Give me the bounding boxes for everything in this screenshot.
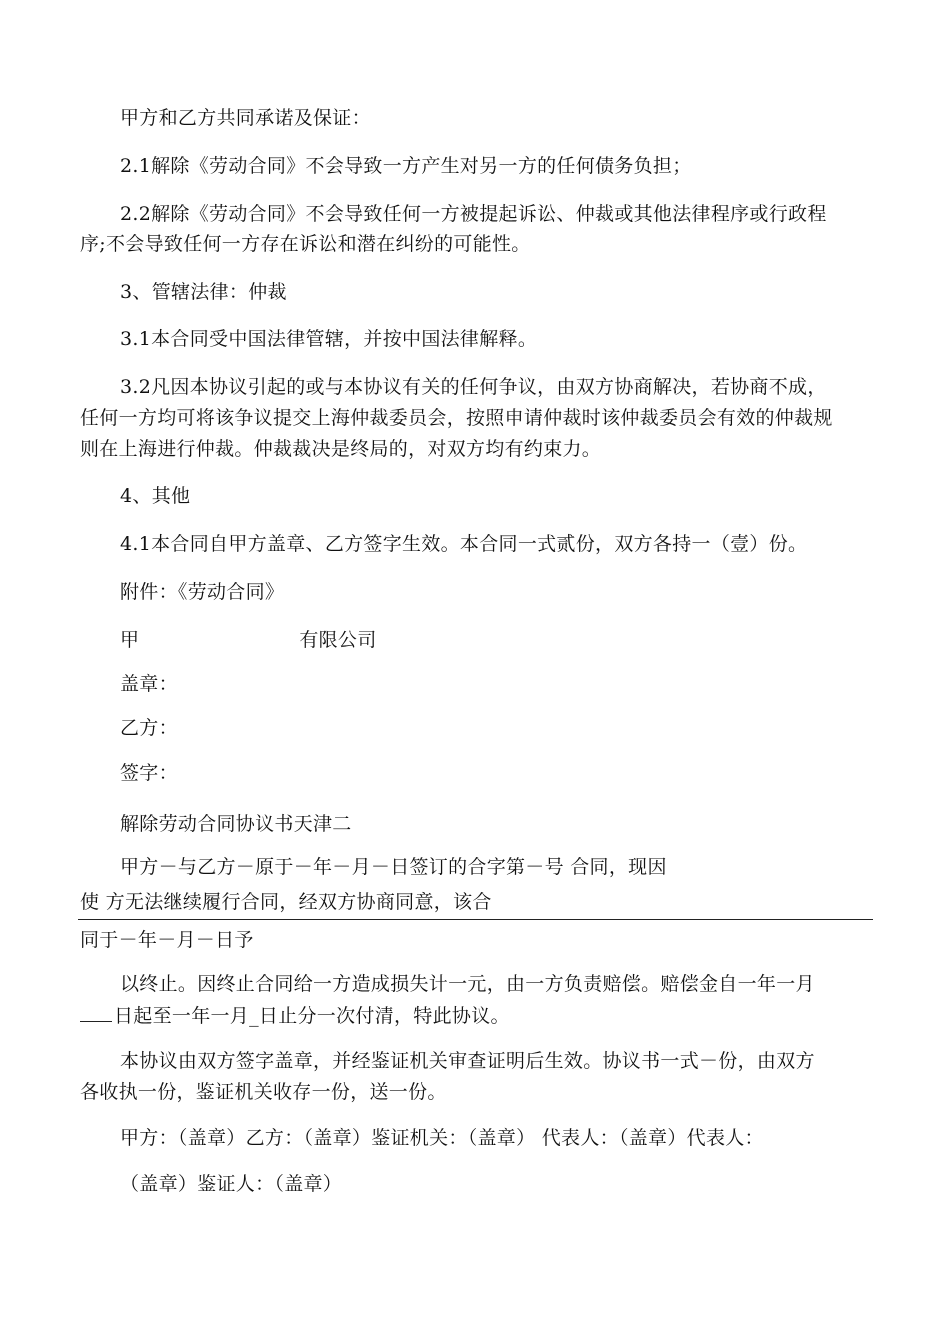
agreement-para1-line3: 同于－年－月－日予 [80, 929, 254, 951]
signatories-line: 甲方：（盖章）乙方：（盖章）鉴证机关：（盖章） 代表人：（盖章）代表人： [120, 1127, 764, 1149]
fill-in-blank [80, 1001, 112, 1022]
signature-line: 签字： [120, 762, 178, 784]
clause-4-1: 4.1本合同自甲方盖章、乙方签字生效。本合同一式贰份，双方各持一（壹）份。 [120, 533, 808, 555]
attachment-line: 附件：《劳动合同》 [120, 581, 285, 603]
party-b-line: 乙方： [120, 717, 178, 739]
clause-2-1: 2.1解除《劳动合同》不会导致一方产生对另一方的任何债务负担； [120, 155, 692, 177]
clause-3-2-line3: 则在上海进行仲裁。仲裁裁决是终局的，对双方均有约束力。 [80, 438, 602, 460]
effect-line2: 各收执一份，鉴证机关收存一份，送一份。 [80, 1081, 447, 1103]
clause-2-2-line1: 2.2解除《劳动合同》不会导致任何一方被提起诉讼、仲裁或其他法律程序或行政程 [120, 203, 827, 225]
party-a-prefix: 甲 [120, 629, 140, 651]
party-a-company: 有限公司 [299, 629, 377, 651]
commitment-heading: 甲方和乙方共同承诺及保证： [120, 107, 371, 129]
section-3-heading: 3、管辖法律：仲裁 [120, 281, 287, 303]
clause-2-2-line2: 序;不会导致任何一方存在诉讼和潜在纠纷的可能性。 [80, 233, 531, 255]
second-agreement-title: 解除劳动合同协议书天津二 [120, 813, 352, 835]
horizontal-divider [78, 919, 873, 920]
section-4-heading: 4、其他 [120, 485, 191, 507]
compensation-line1: 以终止。因终止合同给一方造成损失计一元，由一方负责赔偿。赔偿金自一年一月 [120, 973, 815, 995]
effect-line1: 本协议由双方签字盖章，并经鉴证机关审查证明后生效。协议书一式－份，由双方 [120, 1050, 815, 1072]
party-a-line [120, 626, 920, 654]
clause-3-2-line1: 3.2凡因本协议引起的或与本协议有关的任何争议，由双方协商解决，若协商不成， [120, 376, 827, 398]
witness-line: （盖章）鉴证人：（盖章） [120, 1173, 343, 1195]
clause-3-1: 3.1本合同受中国法律管辖，并按中国法律解释。 [120, 328, 538, 350]
agreement-para1-line1: 甲方－与乙方－原于－年－月－日签订的合字第－号 合同，现因 [120, 856, 667, 878]
compensation-line2 [80, 1001, 880, 1030]
seal-line: 盖章： [120, 673, 178, 695]
compensation-line2-text: 日起至一年一月_日止分一次付清，特此协议。 [114, 1005, 510, 1027]
clause-3-2-line2: 任何一方均可将该争议提交上海仲裁委员会，按照申请仲裁时该仲裁委员会有效的仲裁规 [80, 407, 833, 429]
agreement-para1-line2: 使 方无法继续履行合同，经双方协商同意，该合 [80, 891, 492, 913]
